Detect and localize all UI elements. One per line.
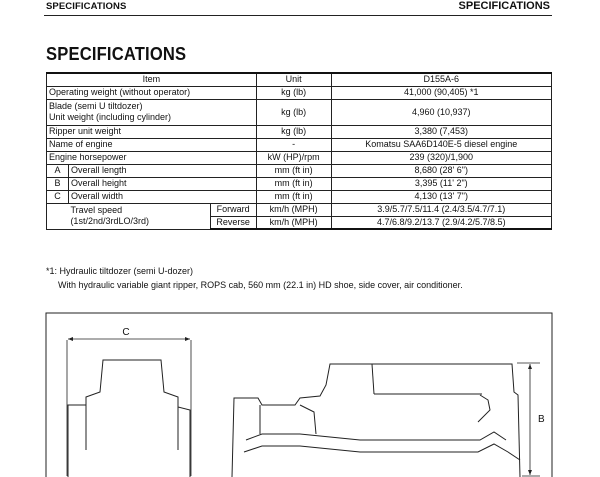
row-value: 4,960 (10,937) [331,99,551,125]
row-value: 3,380 (7,453) [331,125,551,138]
row-unit: - [256,138,331,151]
row-unit: mm (ft in) [256,190,331,203]
row-value: 41,000 (90,405) *1 [331,86,551,99]
row-unit: kg (lb) [256,86,331,99]
dim-c-label: C [122,327,130,338]
header-unit: Unit [256,73,331,86]
footnote-line1: *1: Hydraulic tiltdozer (semi U-dozer) [46,266,194,276]
side-view-machine [232,364,520,477]
row-label: A [47,164,69,177]
row-label: C [47,190,69,203]
row-label: B [47,177,69,190]
row-item-line2: Unit weight (including cylinder) [49,112,172,122]
header-model: D155A-6 [331,73,551,86]
forward-label: Forward [210,203,256,216]
header-left: SPECIFICATIONS [46,1,127,12]
reverse-value: 4.7/6.8/9.2/13.7 (2.9/4.2/5.7/8.5) [331,216,551,229]
forward-value: 3.9/5.7/7.5/11.4 (2.4/3.5/4.7/7.1) [331,203,551,216]
row-value: 4,130 (13' 7") [331,190,551,203]
row-value: 3,395 (11' 2") [331,177,551,190]
travel-speed-line1: Travel speed [70,205,123,215]
row-value: 8,680 (28' 6") [331,164,551,177]
row-item: Overall width [68,190,256,203]
row-item: Ripper unit weight [47,125,257,138]
travel-speed-line2: (1st/2nd/3rdLO/3rd) [70,216,149,226]
header-right: SPECIFICATIONS [458,0,550,12]
row-value: Komatsu SAA6D140E-5 diesel engine [331,138,551,151]
row-unit: mm (ft in) [256,164,331,177]
row-unit: kg (lb) [256,99,331,125]
row-unit: kg (lb) [256,125,331,138]
row-unit: mm (ft in) [256,177,331,190]
reverse-label: Reverse [210,216,256,229]
row-unit: kW (HP)/rpm [256,151,331,164]
header-item: Item [47,73,257,86]
front-view-machine [68,360,190,477]
page-title: SPECIFICATIONS [46,44,187,64]
row-item: Name of engine [47,138,257,151]
dim-b-label: B [538,414,545,425]
reverse-unit: km/h (MPH) [256,216,331,229]
forward-unit: km/h (MPH) [256,203,331,216]
row-item: Operating weight (without operator) [47,86,257,99]
row-item: Overall length [68,164,256,177]
row-item: Overall height [68,177,256,190]
row-item-line1: Blade (semi U tiltdozer) [49,101,143,111]
row-value: 239 (320)/1,900 [331,151,551,164]
footnote-line2: With hydraulic variable giant ripper, ROPS cab, 560 mm (22.1 in) HD shoe, side cover, air conditioner. [58,280,463,290]
row-item: Engine horsepower [47,151,257,164]
